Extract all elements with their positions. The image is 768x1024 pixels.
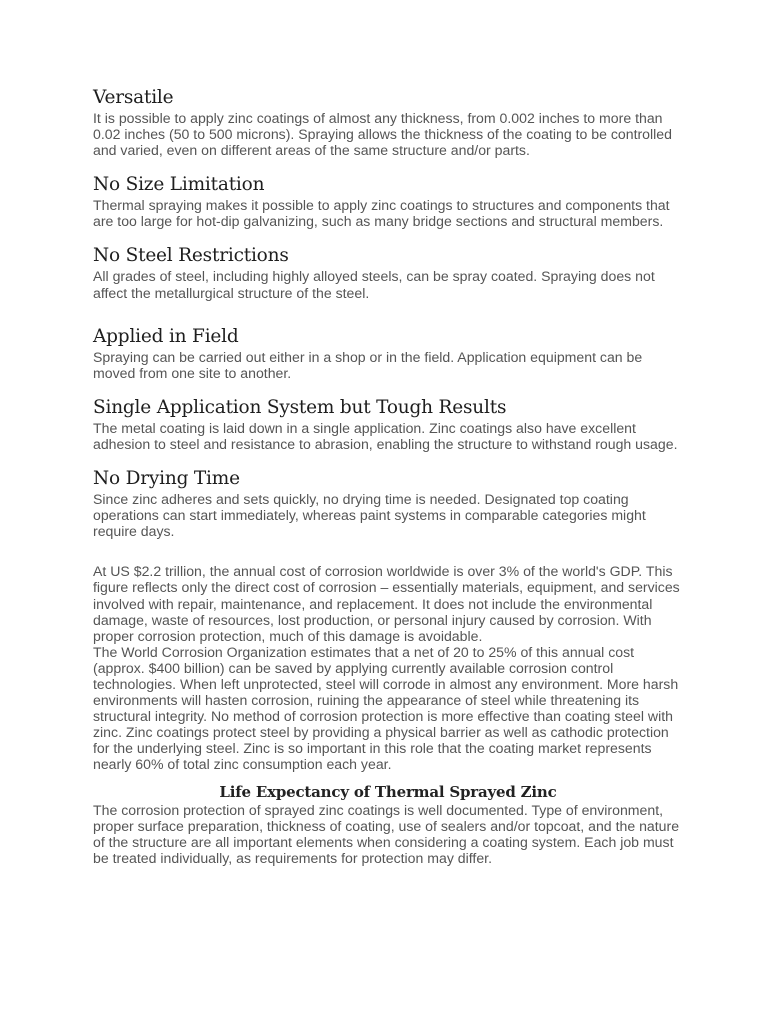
- life-expectancy-section: [93, 782, 683, 866]
- section-heading: Versatile: [93, 87, 174, 108]
- section-no-size-limitation: [93, 173, 683, 229]
- life-expectancy-title: Life Expectancy of Thermal Sprayed Zinc: [219, 782, 557, 801]
- section-versatile: [93, 86, 683, 158]
- section-no-steel-restrictions: [93, 244, 683, 300]
- section-body: The metal coating is laid down in a single application. Zinc coatings also have excellent adhesion to steel and resistance to abrasion, enabling the structure to withstand rough usage.: [93, 419, 678, 452]
- section-body: It is possible to apply zinc coatings of almost any thickness, from 0.002 inches to more than 0.02 inches (50 to 500 microns). Spraying allows the thickness of the coating to be controlled and varied, even on different areas of the same structure and/or parts.: [93, 110, 672, 159]
- section-heading: No Drying Time: [93, 468, 240, 490]
- section-single-application: [93, 396, 683, 452]
- section-body: All grades of steel, including highly alloyed steels, can be spray coated. Spraying does not affect the metallurgical structure of the steel.: [93, 268, 655, 301]
- section-heading: No Size Limitation: [93, 174, 265, 196]
- section-body: Since zinc adheres and sets quickly, no drying time is needed. Designated top coating operations can start immediately, whereas paint systems in comparable categories might require days.: [93, 491, 646, 540]
- corrosion-paragraph-2: The World Corrosion Organization estimates that a net of 20 to 25% of this annual cost (approx. $400 billion) can be saved by applying currently available corrosion control technologies. When left unprotected, steel will corrode in almost any environment. More harsh environments will hasten corrosion, ruining the appearance of steel while threatening its structural integrity. No method of corrosion protection is more effective than coating steel with zinc. Zinc coatings protect steel by providing a physical barrier as well as cathodic protection for the underlying steel. Zinc is so important in this role that the coating market represents nearly 60% of total zinc consumption each year.: [93, 643, 679, 773]
- life-expectancy-body: The corrosion protection of sprayed zinc coatings is well documented. Type of environment, proper surface preparation, thickness of coating, use of sealers and/or topcoat, and the nature of the structure are all important elements when considering a coating system. Each job must be treated individually, as requirements for protection may differ.: [93, 801, 680, 866]
- section-heading: Applied in Field: [93, 325, 239, 347]
- section-body: Thermal spraying makes it possible to apply zinc coatings to structures and components that are too large for hot-dip galvanizing, such as many bridge sections and structural members.: [93, 197, 670, 230]
- section-body: Spraying can be carried out either in a shop or in the field. Application equipment can be moved from one site to another.: [93, 348, 643, 381]
- corrosion-paragraph-1: At US $2.2 trillion, the annual cost of corrosion worldwide is over 3% of the world's GDP. This figure reflects only the direct cost of corrosion – essentially materials, equipment, and services involved with repair, maintenance, and replacement. It does not include the environmental damage, waste of resources, lost production, or personal injury caused by corrosion. With proper corrosion protection, much of this damage is avoidable.: [93, 563, 680, 644]
- corrosion-section: [93, 563, 683, 772]
- section-heading: Single Application System but Tough Results: [93, 396, 507, 418]
- section-heading: No Steel Restrictions: [93, 245, 289, 267]
- section-no-drying-time: [93, 467, 683, 539]
- section-applied-in-field: [93, 325, 683, 381]
- document-page: [93, 86, 683, 866]
